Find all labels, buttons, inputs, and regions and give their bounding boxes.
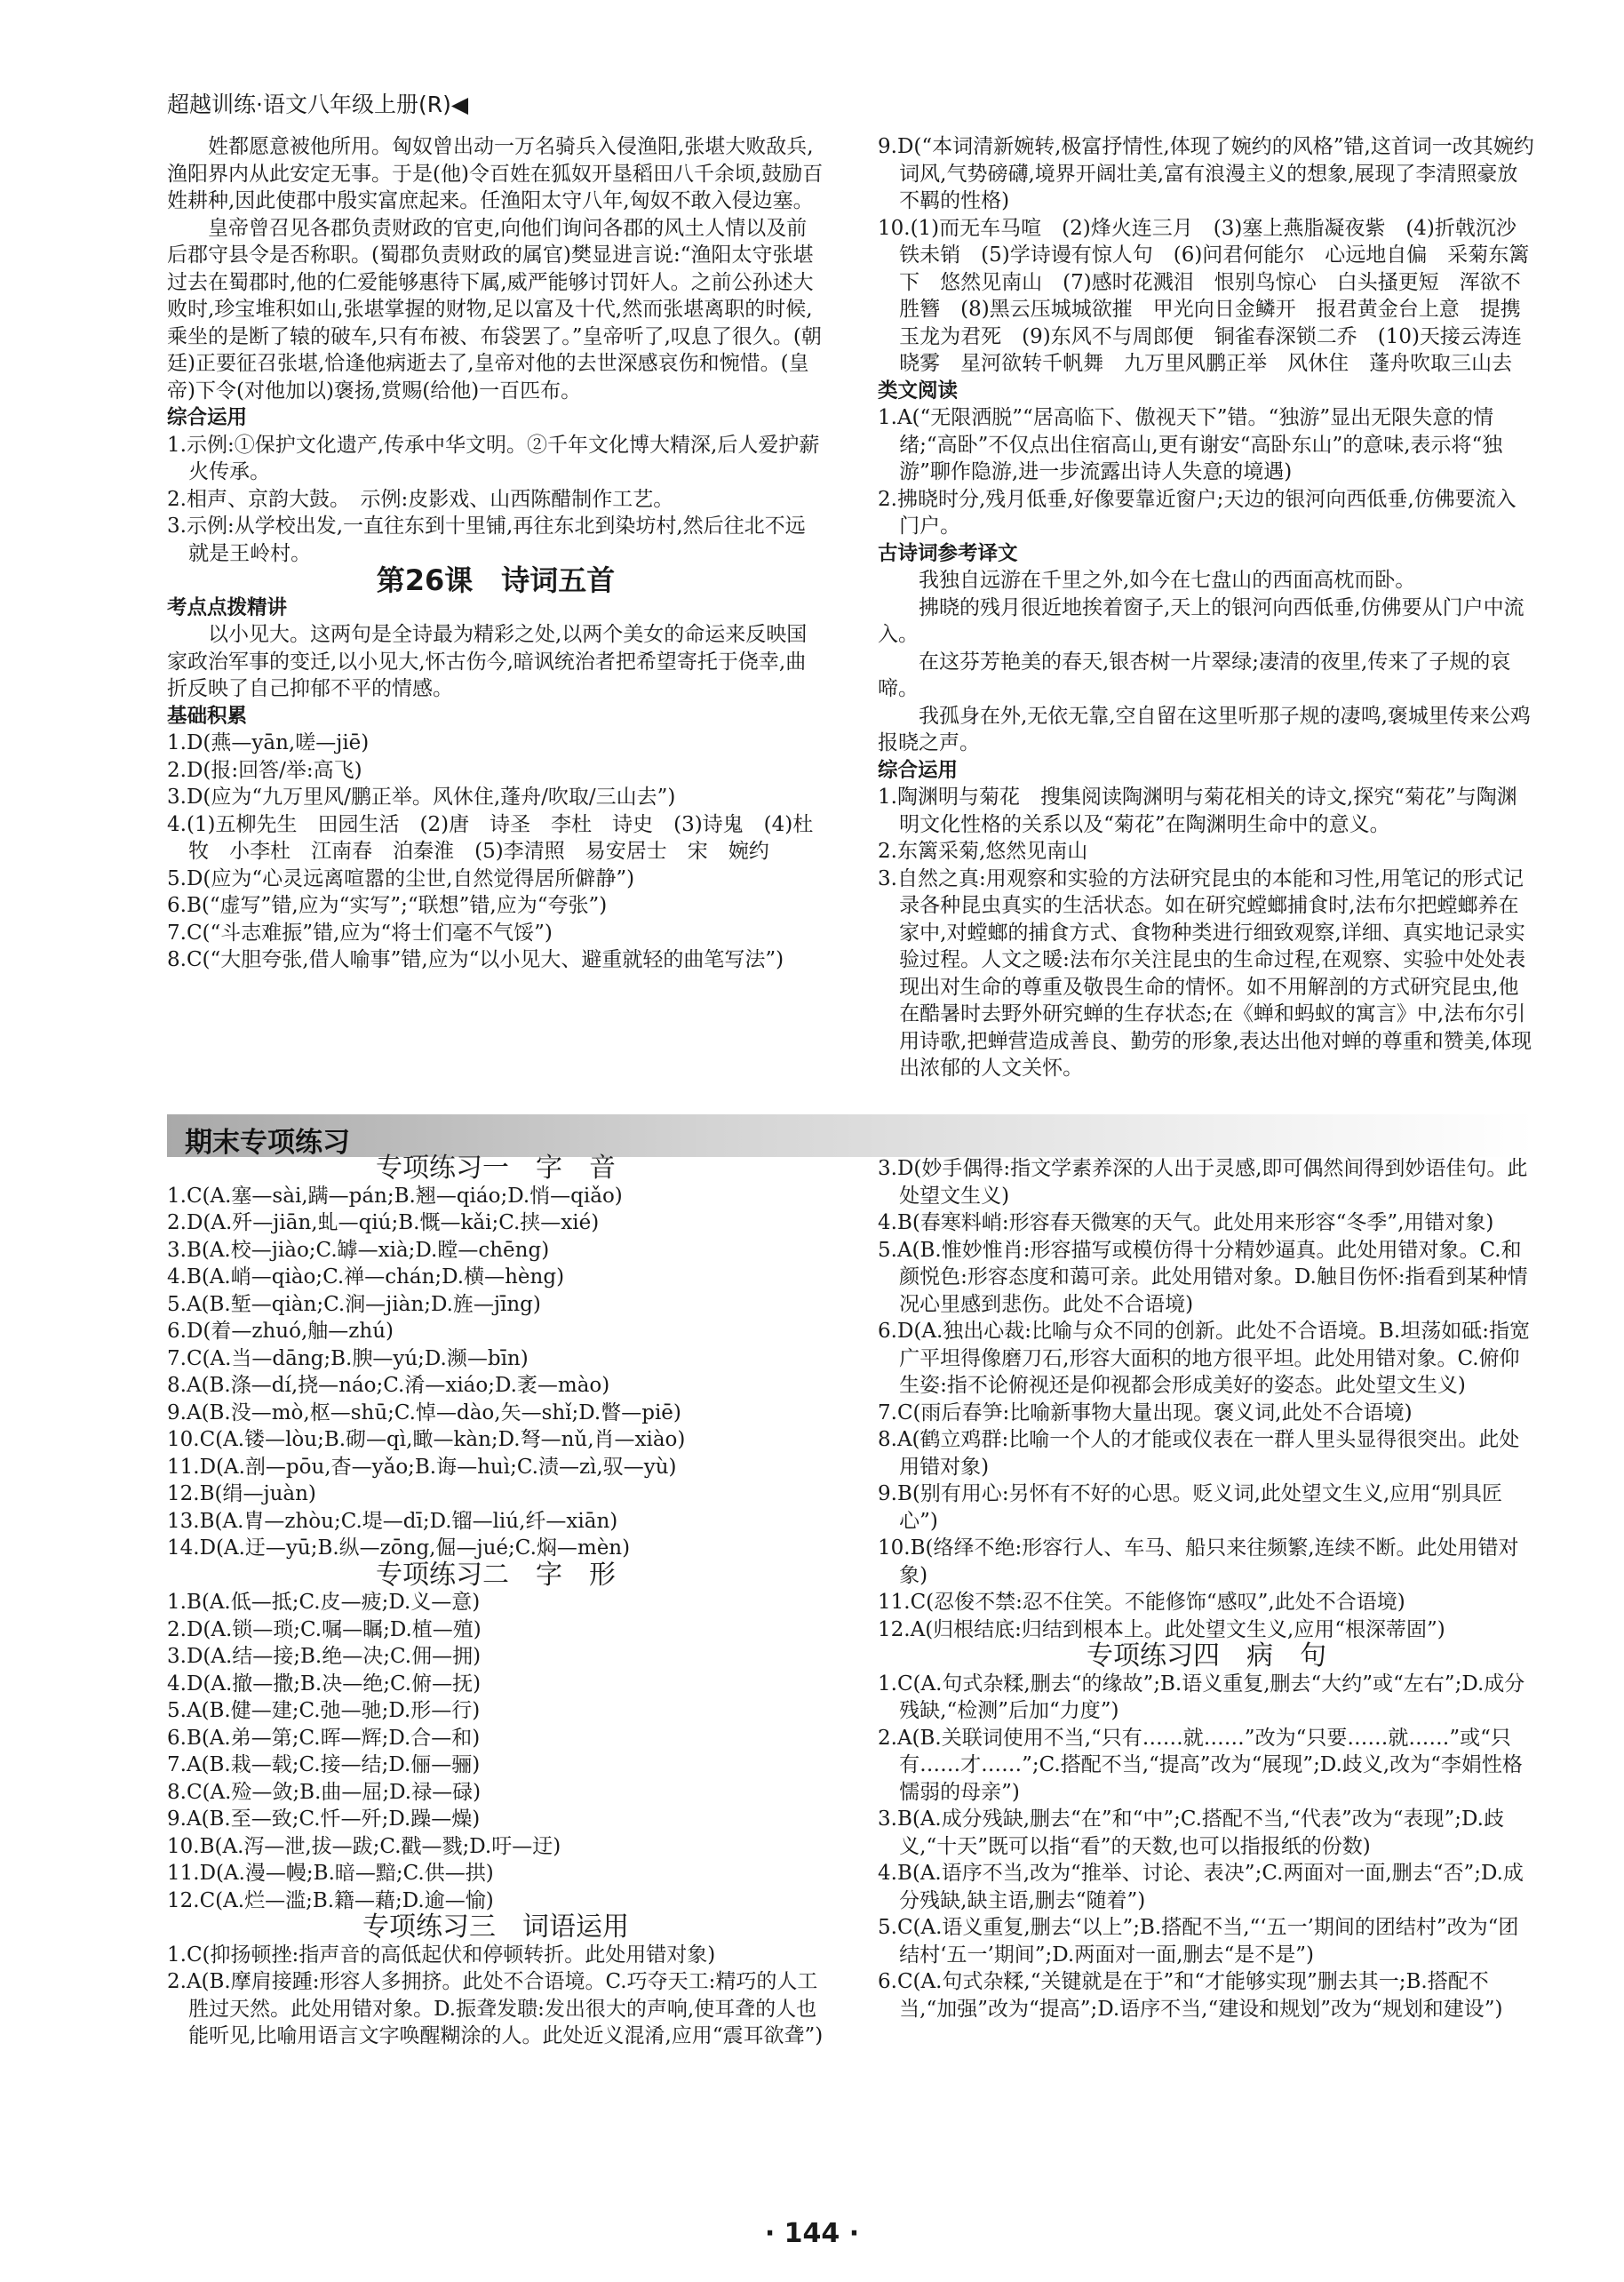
answer-paragraph: 拂晓的残月很近地挨着窗子,天上的银河向西低垂,仿佛要从门户中流入。 (878, 595, 1524, 646)
answer-paragraph: 5.A(B.惟妙惟肖:形容描写或模仿得十分精妙逼真。此处用错对象。C.和颜悦色:形容态度和蔼可亲。此处用错对象。D.触目伤怀:指看到某种情况心里感到悲伤。此处不合语境) (878, 1238, 1528, 1316)
section-heading: 综合运用 (878, 758, 959, 782)
right-column-bottom (878, 1155, 1535, 2023)
answer-paragraph: 10.C(A.镂—lòu;B.砌—qì,瞰—kàn;D.弩—nǔ,肖—xiào) (167, 1428, 686, 1451)
answer-paragraph: 6.D(A.独出心裁:比喻与众不同的创新。此处不合语境。B.坦荡如砥:指宽广平坦得像磨刀石,形容大面积的地方很平坦。此处用错对象。C.俯仰生姿:指不论俯视还是仰视都会形成美好的姿态。此处望文生义) (878, 1320, 1530, 1397)
answer-paragraph: 12.C(A.烂—滥;B.籍—藉;D.逾—愉) (167, 1888, 494, 1912)
answer-paragraph: 5.A(B.堑—qiàn;C.涧—jiàn;D.旌—jīng) (167, 1292, 541, 1316)
answer-paragraph: 7.C(“斗志难振”错,应为“将士们毫不气馁”) (167, 921, 553, 945)
running-header: 超越训练·语文八年级上册(R)◀ (167, 92, 469, 117)
answer-paragraph: 我独自远游在千里之外,如今在七盘山的西面高枕而卧。 (919, 569, 1416, 592)
answer-paragraph: 2.A(B.摩肩接踵:形容人多拥挤。此处不合语境。C.巧夺天工:精巧的人工胜过天然。此处用错对象。D.振聋发聩:发出很大的声响,使耳聋的人也能听见,比喻用语言文字唤醒糊涂的人。此处近义混淆,应用“震耳欲聋”) (167, 1970, 824, 2047)
answer-paragraph: 2.A(B.关联词使用不当,“只有……就……”改为“只要……就……”或“只有……才……”;C.搭配不当,“提高”改为“展现”;D.歧义,改为“李娟性格懦弱的母亲”) (878, 1726, 1523, 1804)
answer-paragraph: 4.B(A.语序不当,改为“推举、讨论、表决”;C.两面对一面,删去“否”;D.成分残缺,缺主语,删去“随着”) (878, 1862, 1524, 1912)
answer-paragraph: 1.D(燕—yān,嗟—jiē) (167, 731, 370, 754)
answer-paragraph: 4.B(A.峭—qiào;C.禅—chán;D.横—hèng) (167, 1265, 565, 1289)
answer-paragraph: 2.拂晓时分,残月低垂,好像要靠近窗户;天边的银河向西低垂,仿佛要流入门户。 (878, 487, 1517, 538)
answer-paragraph: 3.B(A.成分残缺,删去“在”和“中”;C.搭配不当,“代表”改为“表现”;D.歧义,“十天”既可以指“看”的天数,也可以指报纸的份数) (878, 1807, 1504, 1858)
answer-paragraph: 2.D(A.歼—jiān,虬—qiú;B.慨—kǎi;C.挟—xié) (167, 1211, 600, 1234)
answer-paragraph: 3.B(A.校—jiào;C.罅—xià;D.瞠—chēng) (167, 1238, 550, 1262)
answer-paragraph: 1.C(A.塞—sài,蹒—pán;B.翘—qiáo;D.悄—qiǎo) (167, 1184, 623, 1208)
answer-paragraph: 9.A(B.没—mò,枢—shū;C.悼—dào,矢—shǐ;D.瞥—piē) (167, 1400, 681, 1424)
left-column-bottom (167, 1155, 824, 2050)
answer-paragraph: 以小见大。这两句是全诗最为精彩之处,以两个美女的命运来反映国家政治军事的变迁,以小见大,怀古伤今,暗讽统治者把希望寄托于侥幸,曲折反映了自己抑郁不平的情感。 (167, 623, 808, 700)
answer-paragraph: 8.C(A.殓—敛;B.曲—屈;D.禄—碌) (167, 1780, 482, 1804)
section-heading: 专项练习二 字 形 (376, 1559, 616, 1591)
answer-paragraph: 5.A(B.健—建;C.弛—驰;D.形—行) (167, 1699, 481, 1722)
answer-paragraph: 1.陶渊明与菊花 搜集阅读陶渊明与菊花相关的诗文,探究“菊花”与陶渊明文化性格的关系以及“菊花”在陶渊明生命中的意义。 (878, 786, 1517, 836)
answer-paragraph: 1.C(抑扬顿挫:指声音的高低起伏和停顿转折。此处用错对象) (167, 1943, 716, 1967)
answer-paragraph: 6.C(A.句式杂糅,“关键就是在于”和“才能够实现”删去其一;B.搭配不当,“加强”改为“提高”;D.语序不当,“建设和规划”改为“规划和建设”) (878, 1970, 1503, 2021)
answer-paragraph: 2.D(A.锁—琐;C.嘱—瞩;D.植—殖) (167, 1617, 482, 1641)
banner-title: 期末专项练习 (185, 1127, 350, 1159)
answer-paragraph: 3.D(妙手偶得:指文学素养深的人出于灵感,即可偶然间得到妙语佳句。此处望文生义) (878, 1157, 1528, 1208)
section-heading: 专项练习一 字 音 (376, 1153, 616, 1184)
answer-paragraph: 10.(1)而无车马喧 (2)烽火连三月 (3)塞上燕脂凝夜紫 (4)折戟沉沙铁未销 (5)学诗谩有惊人句 (6)问君何能尔 心远地自偏 采菊东篱下 悠然见南山 (7)感时花溅泪 恨别鸟惊心 白头搔更短 浑欲不胜簪 (8)黑云压城城欲摧 甲光向日金鳞开 报君黄金台上意 提携玉龙为君死 (9)东风不与周郎便 铜雀春深锁二乔 (10)天接云涛连晓雾 星河欲转千帆舞 九万里风鹏正举 风休住 蓬舟吹取三山去 (878, 216, 1530, 375)
answer-paragraph: 2.东篱采菊,悠然见南山 (878, 840, 1088, 863)
answer-paragraph: 在这芬芳艳美的春天,银杏树一片翠绿;凄清的夜里,传来了子规的哀啼。 (878, 650, 1511, 700)
answer-paragraph: 4.B(春寒料峭:形容春天微寒的天气。此处用来形容“冬季”,用错对象) (878, 1211, 1494, 1234)
answer-paragraph: 13.B(A.胄—zhòu;C.堤—dī;D.镏—liú,纤—xiān) (167, 1509, 618, 1533)
answer-paragraph: 11.D(A.漫—幔;B.暗—黯;C.供—拱) (167, 1862, 494, 1885)
answer-paragraph: 1.B(A.低—抵;C.皮—疲;D.义—意) (167, 1591, 481, 1614)
answer-paragraph: 4.D(A.撤—撒;B.决—绝;C.俯—抚) (167, 1672, 482, 1696)
answer-paragraph: 1.C(A.句式杂糅,删去“的缘故”;B.语义重复,删去“大约”或“左右”;D.成分残缺,“检测”后加“力度”) (878, 1672, 1525, 1722)
section-heading: 类文阅读 (878, 379, 959, 403)
answer-paragraph: 1.示例:①保护文化遗产,传承中华文明。②千年文化博大精深,后人爱护薪火传承。 (167, 433, 820, 483)
section-heading: 基础积累 (167, 704, 248, 728)
section-banner (167, 1114, 1535, 1157)
answer-paragraph: 3.示例:从学校出发,一直往东到十里铺,再往东北到染坊村,然后往北不远就是王岭村。 (167, 515, 806, 565)
answer-paragraph: 5.D(应为“心灵远离喧嚣的尘世,自然觉得居所僻静”) (167, 866, 635, 890)
answer-paragraph: 7.C(A.当—dāng;B.腴—yú;D.濒—bīn) (167, 1346, 529, 1370)
answer-paragraph: 11.D(A.剖—pōu,杳—yǎo;B.诲—huì;C.渍—zì,驭—yù) (167, 1455, 677, 1479)
answer-paragraph: 8.A(B.涤—dí,挠—náo;C.淆—xiáo;D.袤—mào) (167, 1374, 610, 1397)
section-heading: 专项练习三 词语运用 (362, 1911, 629, 1943)
answer-paragraph: 11.C(忍俊不禁:忍不住笑。不能修饰“感叹”,此处不合语境) (878, 1591, 1405, 1614)
answer-paragraph: 9.B(别有用心:另怀有不好的心思。贬义词,此处望文生义,应用“别具匠心”) (878, 1482, 1502, 1533)
answer-paragraph: 7.A(B.栽—载;C.接—结;D.俪—骊) (167, 1753, 481, 1776)
answer-paragraph: 3.自然之真:用观察和实验的方法研究昆虫的本能和习性,用笔记的形式记录各种昆虫真实的生活状态。如在研究螳螂捕食时,法布尔把螳螂养在家中,对螳螂的捕食方式、食物种类进行细致观察,详细、真实地记录实验过程。人文之暖:法布尔关注昆虫的生命过程,在观察、实验中处处表现出对生命的尊重及敬畏生命的情怀。如不用解剖的方式研究昆虫,他在酷暑时去野外研究蝉的生存状态;在《蝉和蚂蚁的寓言》中,法布尔引用诗歌,把蝉营造成善良、勤劳的形象,表达出他对蝉的尊重和赞美,体现出浓郁的人文关怀。 (878, 866, 1532, 1080)
section-heading: 古诗词参考译文 (878, 541, 1018, 565)
answer-paragraph: 我孤身在外,无依无靠,空自留在这里听那子规的凄鸣,褒城里传来公鸡报晓之声。 (878, 704, 1531, 754)
answer-paragraph: 8.C(“大胆夸张,借人喻事”错,应为“以小见大、避重就轻的曲笔写法”) (167, 948, 784, 971)
answer-paragraph: 3.D(应为“九万里风/鹏正举。风休住,蓬舟/吹取/三山去”) (167, 786, 676, 809)
section-heading: 专项练习四 病 句 (1087, 1640, 1326, 1672)
answer-paragraph: 1.A(“无限洒脱”“居高临下、傲视天下”错。“独游”显出无限失意的情绪;“高卧”不仅点出住宿高山,更有谢安“高卧东山”的意味,表示将“独游”聊作隐游,进一步流露出诗人失意的境遇) (878, 406, 1503, 483)
answer-paragraph: 2.相声、京韵大鼓。 示例:皮影戏、山西陈醋制作工艺。 (167, 487, 674, 511)
answer-paragraph: 8.A(鹤立鸡群:比喻一个人的才能或仪表在一群人里头显得很突出。此处用错对象) (878, 1428, 1520, 1479)
answer-paragraph: 姓都愿意被他所用。匈奴曾出动一万名骑兵入侵渔阳,张堪大败敌兵,渔阳界内从此安定无事。于是(他)令百姓在狐奴开垦稻田八千余顷,鼓励百姓耕种,因此使郡中殷实富庶起来。任渔阳太守八年,匈奴不敢入侵边塞。 (167, 135, 824, 212)
answer-paragraph: 6.B(A.弟—第;C.晖—辉;D.合—和) (167, 1726, 481, 1750)
section-heading: 第26课 诗词五首 (376, 563, 616, 597)
right-column-top (878, 133, 1535, 1082)
answer-paragraph: 10.B(络绎不绝:形容行人、车马、船只来往频繁,连续不断。此处用错对象) (878, 1536, 1519, 1587)
answer-paragraph: 5.C(A.语义重复,删去“以上”;B.搭配不当,“‘五一’期间的团结村”改为“团结村‘五一’期间”;D.两面对一面,删去“是不是”) (878, 1916, 1519, 1967)
answer-paragraph: 9.D(“本词清新婉转,极富抒情性,体现了婉约的风格”错,这首词一改其婉约词风,气势磅礴,境界开阔壮美,富有浪漫主义的想象,展现了李清照豪放不羁的性格) (878, 135, 1534, 212)
page-number: · 144 · (764, 2218, 860, 2249)
answer-paragraph: 皇帝曾召见各郡负责财政的官吏,向他们询问各郡的风土人情以及前后郡守县令是否称职。(蜀郡负责财政的属官)樊显进言说:“渔阳太守张堪过去在蜀郡时,他的仁爱能够惠待下属,威严能够讨罚奸人。之前公孙述大败时,珍宝堆积如山,张堪掌握的财物,足以富及十代,然而张堪离职的时候,乘坐的是断了辕的破车,只有布被、布袋罢了。”皇帝听了,叹息了很久。(朝廷)正要征召张堪,恰逢他病逝去了,皇帝对他的去世深感哀伤和惋惜。(皇帝)下令(对他加以)褒扬,赏赐(给他)一百匹布。 (167, 216, 822, 403)
section-heading: 考点点拨精讲 (167, 595, 288, 619)
section-heading: 综合运用 (167, 406, 248, 429)
answer-paragraph: 12.A(归根结底:归结到根本上。此处望文生义,应用“根深蒂固”) (878, 1617, 1445, 1641)
answer-paragraph: 2.D(报:回答/举:高飞) (167, 758, 362, 782)
answer-paragraph: 9.A(B.至—致;C.忏—歼;D.躁—燥) (167, 1807, 481, 1831)
answer-paragraph: 6.B(“虚写”错,应为“实写”;“联想”错,应为“夸张”) (167, 894, 608, 917)
answer-paragraph: 6.D(着—zhuó,舳—zhú) (167, 1320, 394, 1343)
answer-paragraph: 14.D(A.迂—yū;B.纵—zōng,倔—jué;C.焖—mèn) (167, 1536, 631, 1560)
answer-paragraph: 4.(1)五柳先生 田园生活 (2)唐 诗圣 李杜 诗史 (3)诗鬼 (4)杜牧 小李杜 江南春 泊秦淮 (5)李清照 易安居士 宋 婉约 (167, 812, 814, 863)
answer-paragraph: 10.B(A.泻—泄,拔—跋;C.戳—戮;D.吁—迂) (167, 1834, 561, 1858)
answer-paragraph: 12.B(绢—juàn) (167, 1482, 316, 1505)
answer-paragraph: 7.C(雨后春笋:比喻新事物大量出现。褒义词,此处不合语境) (878, 1400, 1413, 1424)
left-column-top (167, 133, 824, 974)
answer-paragraph: 3.D(A.结—接;B.绝—决;C.佣—拥) (167, 1645, 482, 1668)
